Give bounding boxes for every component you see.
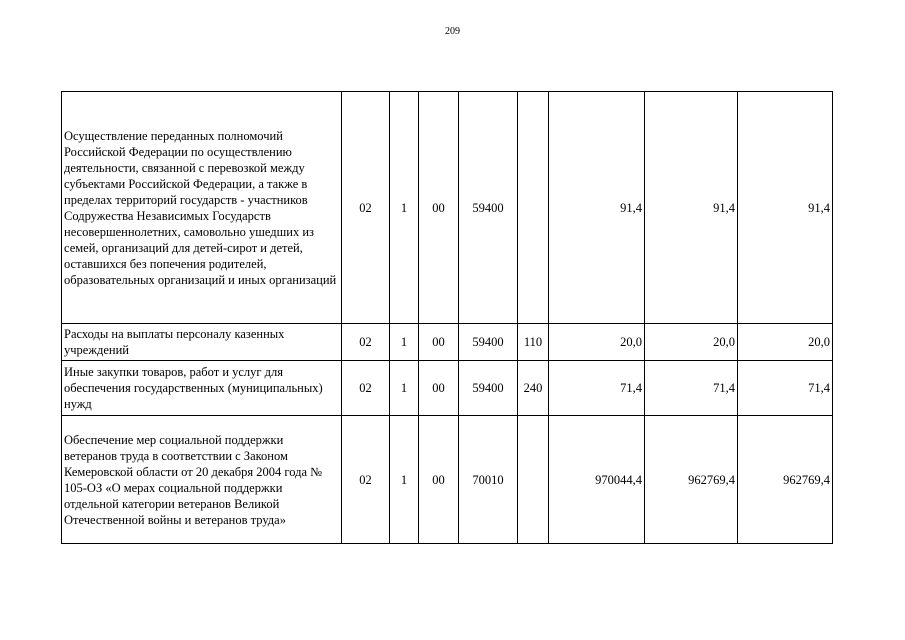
direction-code: 70010 — [459, 416, 518, 544]
subsection-code: 1 — [390, 92, 419, 324]
amount-year-1: 970044,4 — [549, 416, 645, 544]
row-description: Обеспечение мер социальной поддержки ветеранов труда в соответствии с Законом Кемеровской области от 20 декабря 2004 года № 105-ОЗ «О мерах социальной поддержки отдельной категории ветеранов Великой Отечественной войны и ветеранов труда» — [62, 416, 342, 544]
direction-code: 59400 — [459, 361, 518, 416]
section-code: 02 — [342, 92, 390, 324]
amount-year-2: 962769,4 — [645, 416, 738, 544]
program-code: 00 — [419, 361, 459, 416]
subsection-code: 1 — [390, 361, 419, 416]
program-code: 00 — [419, 92, 459, 324]
section-code: 02 — [342, 324, 390, 361]
table-row — [62, 361, 833, 416]
program-code: 00 — [419, 416, 459, 544]
amount-year-1: 20,0 — [549, 324, 645, 361]
table-row — [62, 92, 833, 324]
expense-type-code — [518, 416, 549, 544]
program-code: 00 — [419, 324, 459, 361]
row-description: Иные закупки товаров, работ и услуг для обеспечения государственных (муниципальных) нужд — [62, 361, 342, 416]
amount-year-3: 962769,4 — [738, 416, 833, 544]
amount-year-3: 91,4 — [738, 92, 833, 324]
table-row — [62, 324, 833, 361]
amount-year-2: 91,4 — [645, 92, 738, 324]
expense-type-code — [518, 92, 549, 324]
row-description: Расходы на выплаты персоналу казенных учреждений — [62, 324, 342, 361]
page-number: 209 — [445, 26, 460, 37]
amount-year-2: 20,0 — [645, 324, 738, 361]
amount-year-1: 71,4 — [549, 361, 645, 416]
table-row — [62, 416, 833, 544]
section-code: 02 — [342, 416, 390, 544]
section-code: 02 — [342, 361, 390, 416]
subsection-code: 1 — [390, 324, 419, 361]
direction-code: 59400 — [459, 92, 518, 324]
amount-year-2: 71,4 — [645, 361, 738, 416]
row-description: Осуществление переданных полномочий Российской Федерации по осуществлению деятельности, связанной с перевозкой между субъектами Российской Федерации, а также в пределах территорий государств - участников Содружества Независимых Государств несовершеннолетних, самовольно ушедших из семей, организаций для детей-сирот и детей, оставшихся без попечения родителей, образовательных организаций и иных организаций — [62, 92, 342, 324]
amount-year-3: 20,0 — [738, 324, 833, 361]
budget-table — [61, 91, 833, 544]
amount-year-3: 71,4 — [738, 361, 833, 416]
expense-type-code: 110 — [518, 324, 549, 361]
subsection-code: 1 — [390, 416, 419, 544]
direction-code: 59400 — [459, 324, 518, 361]
expense-type-code: 240 — [518, 361, 549, 416]
amount-year-1: 91,4 — [549, 92, 645, 324]
